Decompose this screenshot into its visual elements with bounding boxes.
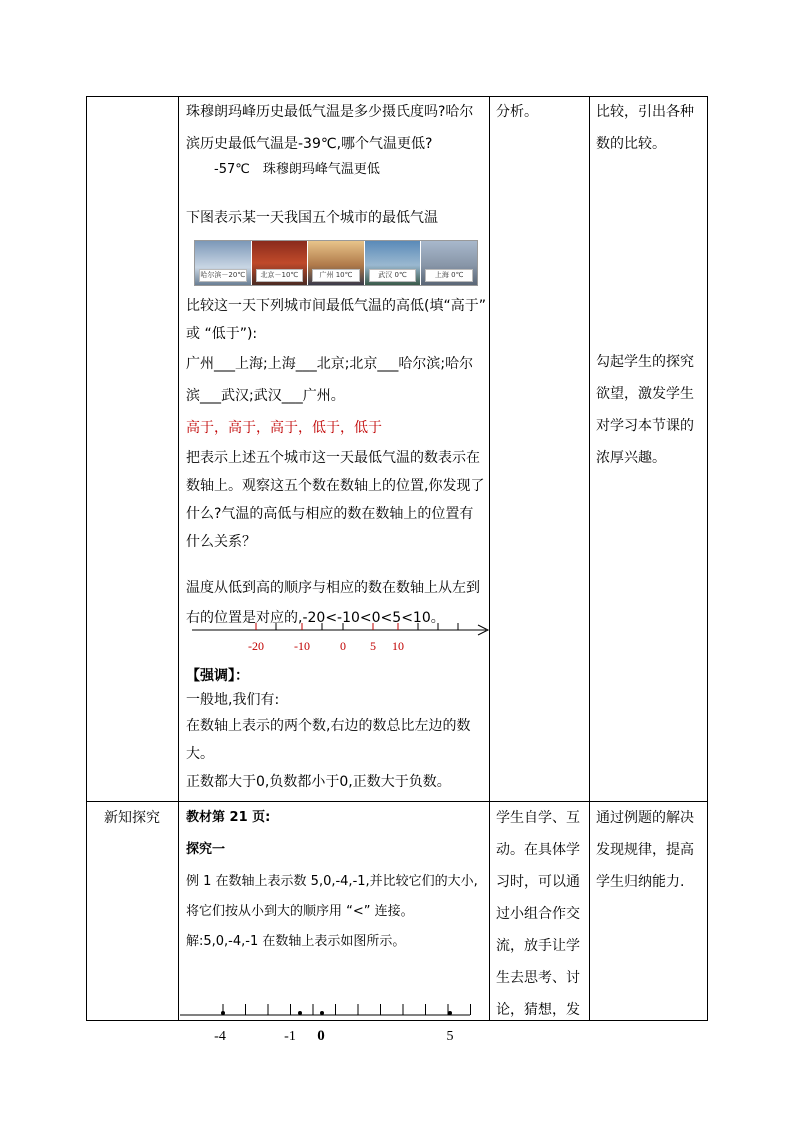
emphasis-title: 【强调】： — [186, 668, 249, 684]
book-ref: 教材第 21 页: — [186, 810, 271, 825]
activity-line: 习时，可以通 — [496, 874, 580, 890]
example-line: 将它们按从小到大的顺序用 “<” 连接。 — [186, 904, 414, 919]
task-line: 把表示上述五个城市这一天最低气温的数表示在 — [186, 450, 480, 466]
conclusion-line: 右的位置是对应的,-20<-10<0<5<10。 — [186, 610, 445, 626]
answer-line: -57℃ 珠穆朗玛峰气温更低 — [214, 162, 380, 177]
axis-label: 0 — [340, 639, 346, 653]
purpose-line: 学生归纳能力. — [596, 874, 685, 890]
city-caption: 武汉 0℃ — [369, 269, 417, 282]
point-marker — [298, 1011, 302, 1015]
city-caption: 哈尔滨－20℃ — [199, 269, 247, 282]
row1-activity — [496, 96, 586, 128]
task-line: 什么?气温的高低与相应的数在数轴上的位置有 — [186, 506, 474, 522]
harbin-photo — [195, 241, 252, 285]
example-number-line — [180, 998, 480, 1048]
row2-content — [186, 802, 486, 958]
example-line: 例 1 在数轴上表示数 5,0,-4,-1,并比较它们的大小, — [186, 874, 478, 889]
section-label: 新知探究 — [104, 810, 160, 826]
shanghai-photo — [421, 241, 477, 285]
question-line: 珠穆朗玛峰历史最低气温是多少摄氏度吗?哈尔 — [186, 104, 474, 120]
emphasis-line: 大。 — [186, 746, 214, 762]
intro-line: 下图表示某一天我国五个城市的最低气温 — [186, 210, 438, 226]
question-line: 滨历史最低气温是-39℃,哪个气温更低? — [186, 136, 433, 152]
point-marker — [448, 1011, 452, 1015]
row2-purpose — [596, 802, 706, 898]
guangzhou-photo — [308, 241, 365, 285]
city-caption: 北京－10℃ — [256, 269, 304, 282]
wuhan-photo — [365, 241, 422, 285]
axis-label: -20 — [248, 639, 264, 653]
axis-label: -1 — [284, 1029, 296, 1044]
axis-label: -10 — [294, 639, 310, 653]
axis-label: 5 — [370, 639, 376, 653]
temperature-number-line — [186, 614, 496, 658]
purpose-line: 勾起学生的探究 — [596, 354, 694, 370]
inquiry-title: 探究一 — [186, 842, 226, 857]
axis-label: -4 — [214, 1029, 226, 1044]
activity-text: 分析。 — [496, 104, 538, 120]
compare-line: 比较这一天下列城市间最低气温的高低(填“高于” — [186, 298, 486, 314]
compare-line: 或 “低于”): — [186, 326, 258, 342]
table-divider-1 — [178, 96, 179, 1021]
emphasis-line: 一般地,我们有: — [186, 692, 280, 708]
conclusion-line: 温度从低到高的顺序与相应的数在数轴上从左到 — [186, 580, 480, 596]
row1-purpose-2 — [596, 346, 706, 474]
activity-line: 流，放手让学 — [496, 938, 580, 954]
city-photo-strip — [194, 240, 478, 286]
beijing-photo — [252, 241, 309, 285]
activity-line: 论，猜想，发 — [496, 1002, 580, 1018]
purpose-line: 浓厚兴趣。 — [596, 450, 666, 466]
task-line: 什么关系？ — [186, 534, 256, 550]
purpose-line: 数的比较。 — [596, 136, 666, 152]
purpose-line: 通过例题的解决 — [596, 810, 694, 826]
table-border-left — [86, 96, 87, 1021]
activity-line: 学生自学、互 — [496, 810, 580, 826]
solution-line: 解:5,0,-4,-1 在数轴上表示如图所示。 — [186, 934, 406, 949]
row2-activity — [496, 802, 588, 1026]
emphasis-block — [186, 664, 486, 796]
city-caption: 广州 10℃ — [312, 269, 360, 282]
purpose-line: 比较，引出各种 — [596, 104, 694, 120]
compare-line: 广州___上海;上海___北京;北京___哈尔滨;哈尔 — [186, 356, 474, 372]
purpose-line: 欲望，激发学生 — [596, 386, 694, 402]
point-marker — [221, 1011, 225, 1015]
task-line: 数轴上。观察这五个数在数轴上的位置,你发现了 — [186, 478, 485, 494]
axis-label: 0 — [317, 1028, 325, 1044]
purpose-line: 发现规律，提高 — [596, 842, 694, 858]
red-answer: 高于，高于，高于，低于，低于 — [186, 420, 382, 436]
axis-label: 10 — [392, 639, 404, 653]
activity-line: 生去思考、讨 — [496, 970, 580, 986]
emphasis-line: 正数都大于0,负数都小于0,正数大于负数。 — [186, 774, 451, 790]
axis-ticks — [223, 1004, 471, 1015]
axis-label: 5 — [446, 1029, 454, 1044]
lesson-table — [86, 96, 708, 1021]
point-marker — [320, 1011, 324, 1015]
table-divider-3 — [589, 96, 590, 1021]
purpose-line: 对学习本节课的 — [596, 418, 694, 434]
city-caption: 上海 0℃ — [425, 269, 473, 282]
emphasis-line: 在数轴上表示的两个数,右边的数总比左边的数 — [186, 718, 471, 734]
table-divider-2 — [489, 96, 490, 1021]
row1-content — [186, 96, 486, 632]
activity-line: 过小组合作交 — [496, 906, 580, 922]
row2-section-label — [86, 802, 178, 834]
axis-ticks — [256, 623, 458, 630]
activity-line: 动。在具体学 — [496, 842, 580, 858]
row1-purpose — [596, 96, 706, 160]
compare-line: 滨___武汉;武汉___广州。 — [186, 388, 345, 404]
table-border-right — [707, 96, 708, 1021]
